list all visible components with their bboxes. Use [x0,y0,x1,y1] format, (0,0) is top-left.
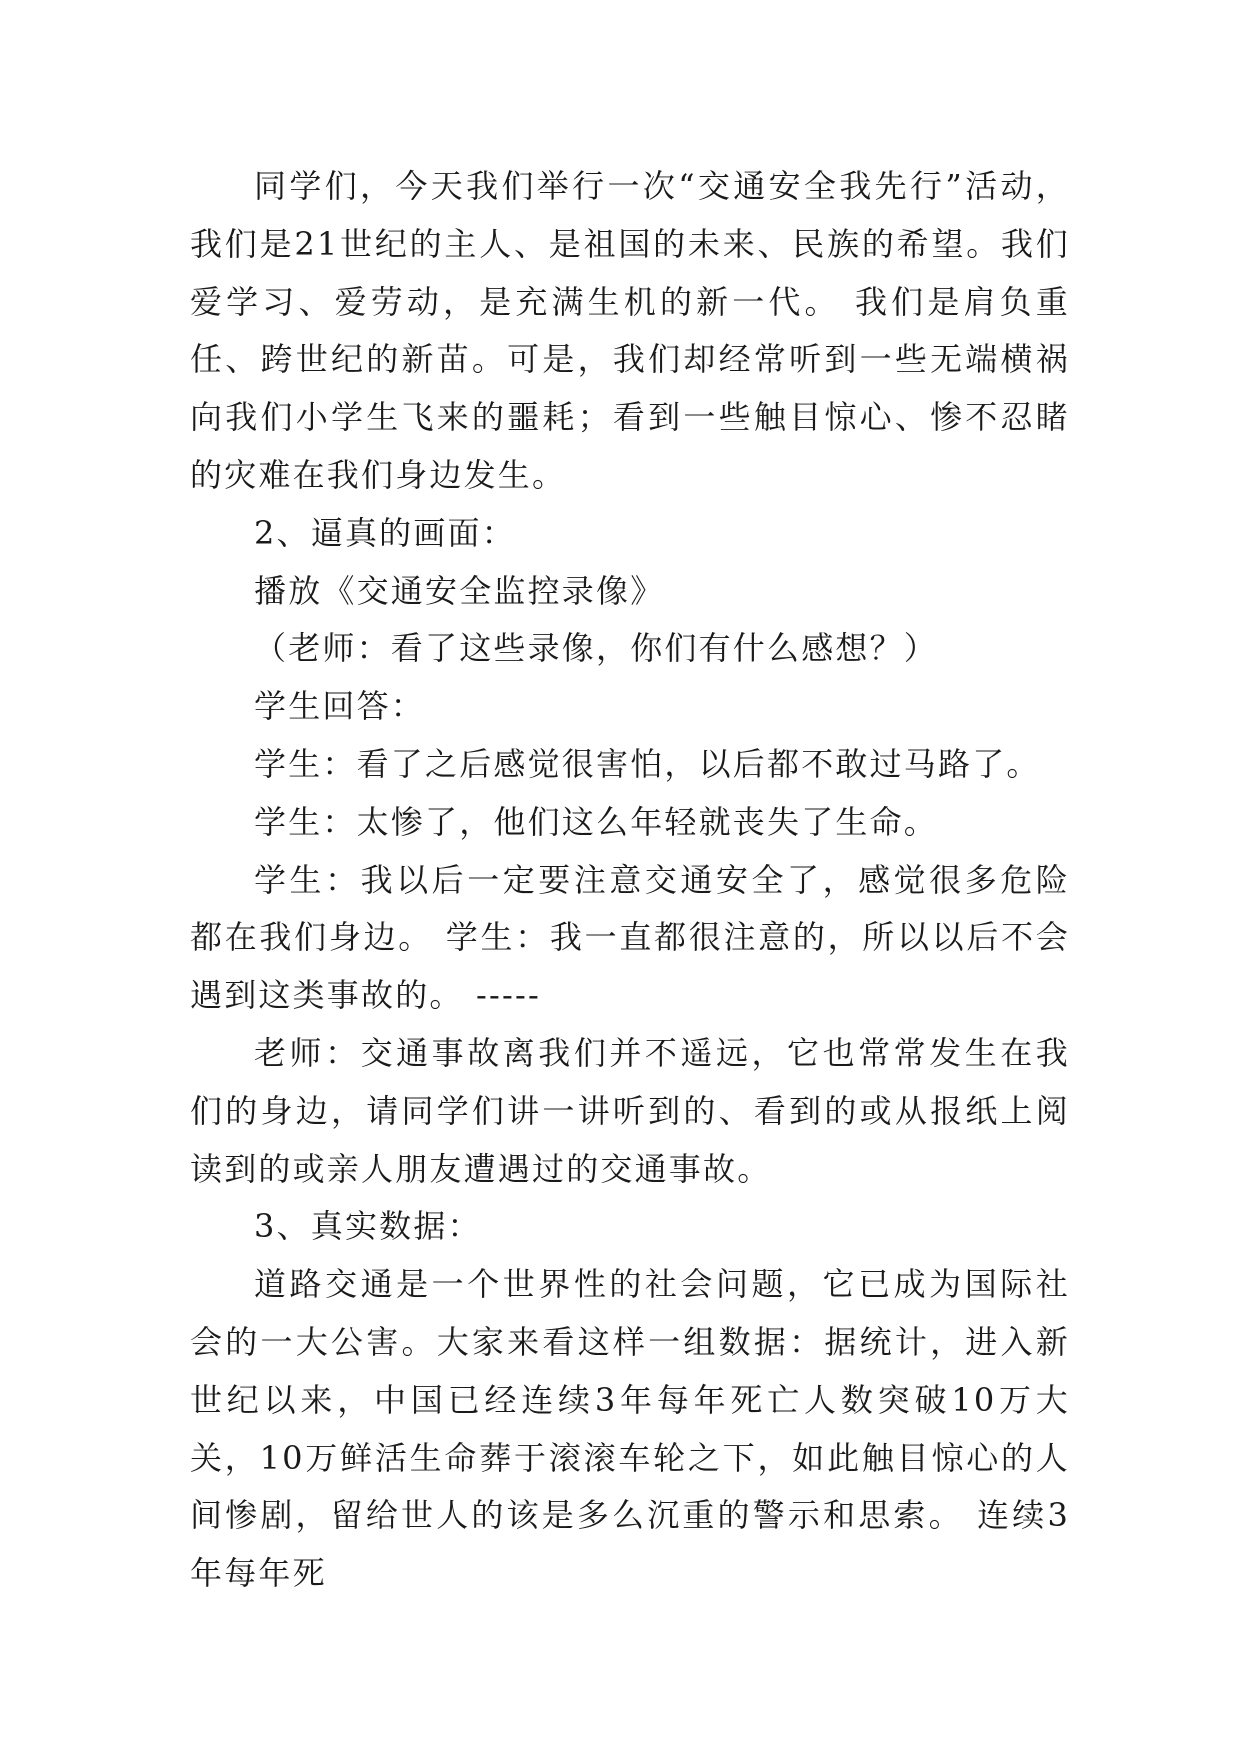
paragraph-student-answer-label: 学生回答： [254,687,426,726]
paragraph-student-1: 学生：看了之后感觉很害怕，以后都不敢过马路了。 [254,744,1041,783]
section-heading-3: 3、真实数据： [254,1207,482,1246]
paragraph-data: 道路交通是一个世界性的社会问题，它已成为国际社会的一大公害。大家来看这样一组数据：据统计，进入新世纪以来，中国已经连续3年每年死亡人数突破10万大关，10万鲜活生命葬于滚滚车轮之下，如此触目惊心的人间惨剧，留给世人的该是多么沉重的警示和思索。 连续3年每年死 [190,1265,1070,1593]
paragraph-student-2: 学生：太惨了，他们这么年轻就丧失了生命。 [254,802,939,841]
paragraph-intro: 同学们，今天我们举行一次“交通安全我先行”活动，我们是21世纪的主人、是祖国的未来、民族的希望。我们爱学习、爱劳动，是充满生机的新一代。 我们是肩负重任、跨世纪的新苗。可是，我们却经常听到一些无端横祸向我们小学生飞来的噩耗；看到一些触目惊心、惨不忍睹的灾难在我们身边发生。 [190,167,1070,494]
paragraph-teacher-prompt: 老师：交通事故离我们并不遥远，它也常常发生在我们的身边，请同学们讲一讲听到的、看到的或从报纸上阅读到的或亲人朋友遭遇过的交通事故。 [190,1033,1070,1188]
paragraph-teacher-question: （老师：看了这些录像，你们有什么感想？） [254,629,939,668]
document-body [190,158,1070,1603]
section-heading-2: 2、逼真的画面： [254,513,516,552]
paragraph-student-3: 学生：我以后一定要注意交通安全了，感觉很多危险都在我们身边。 学生：我一直都很注意的，所以以后不会遇到这类事故的。 ----- [190,860,1070,1015]
paragraph-play-video: 播放《交通安全监控录像》 [254,571,665,610]
